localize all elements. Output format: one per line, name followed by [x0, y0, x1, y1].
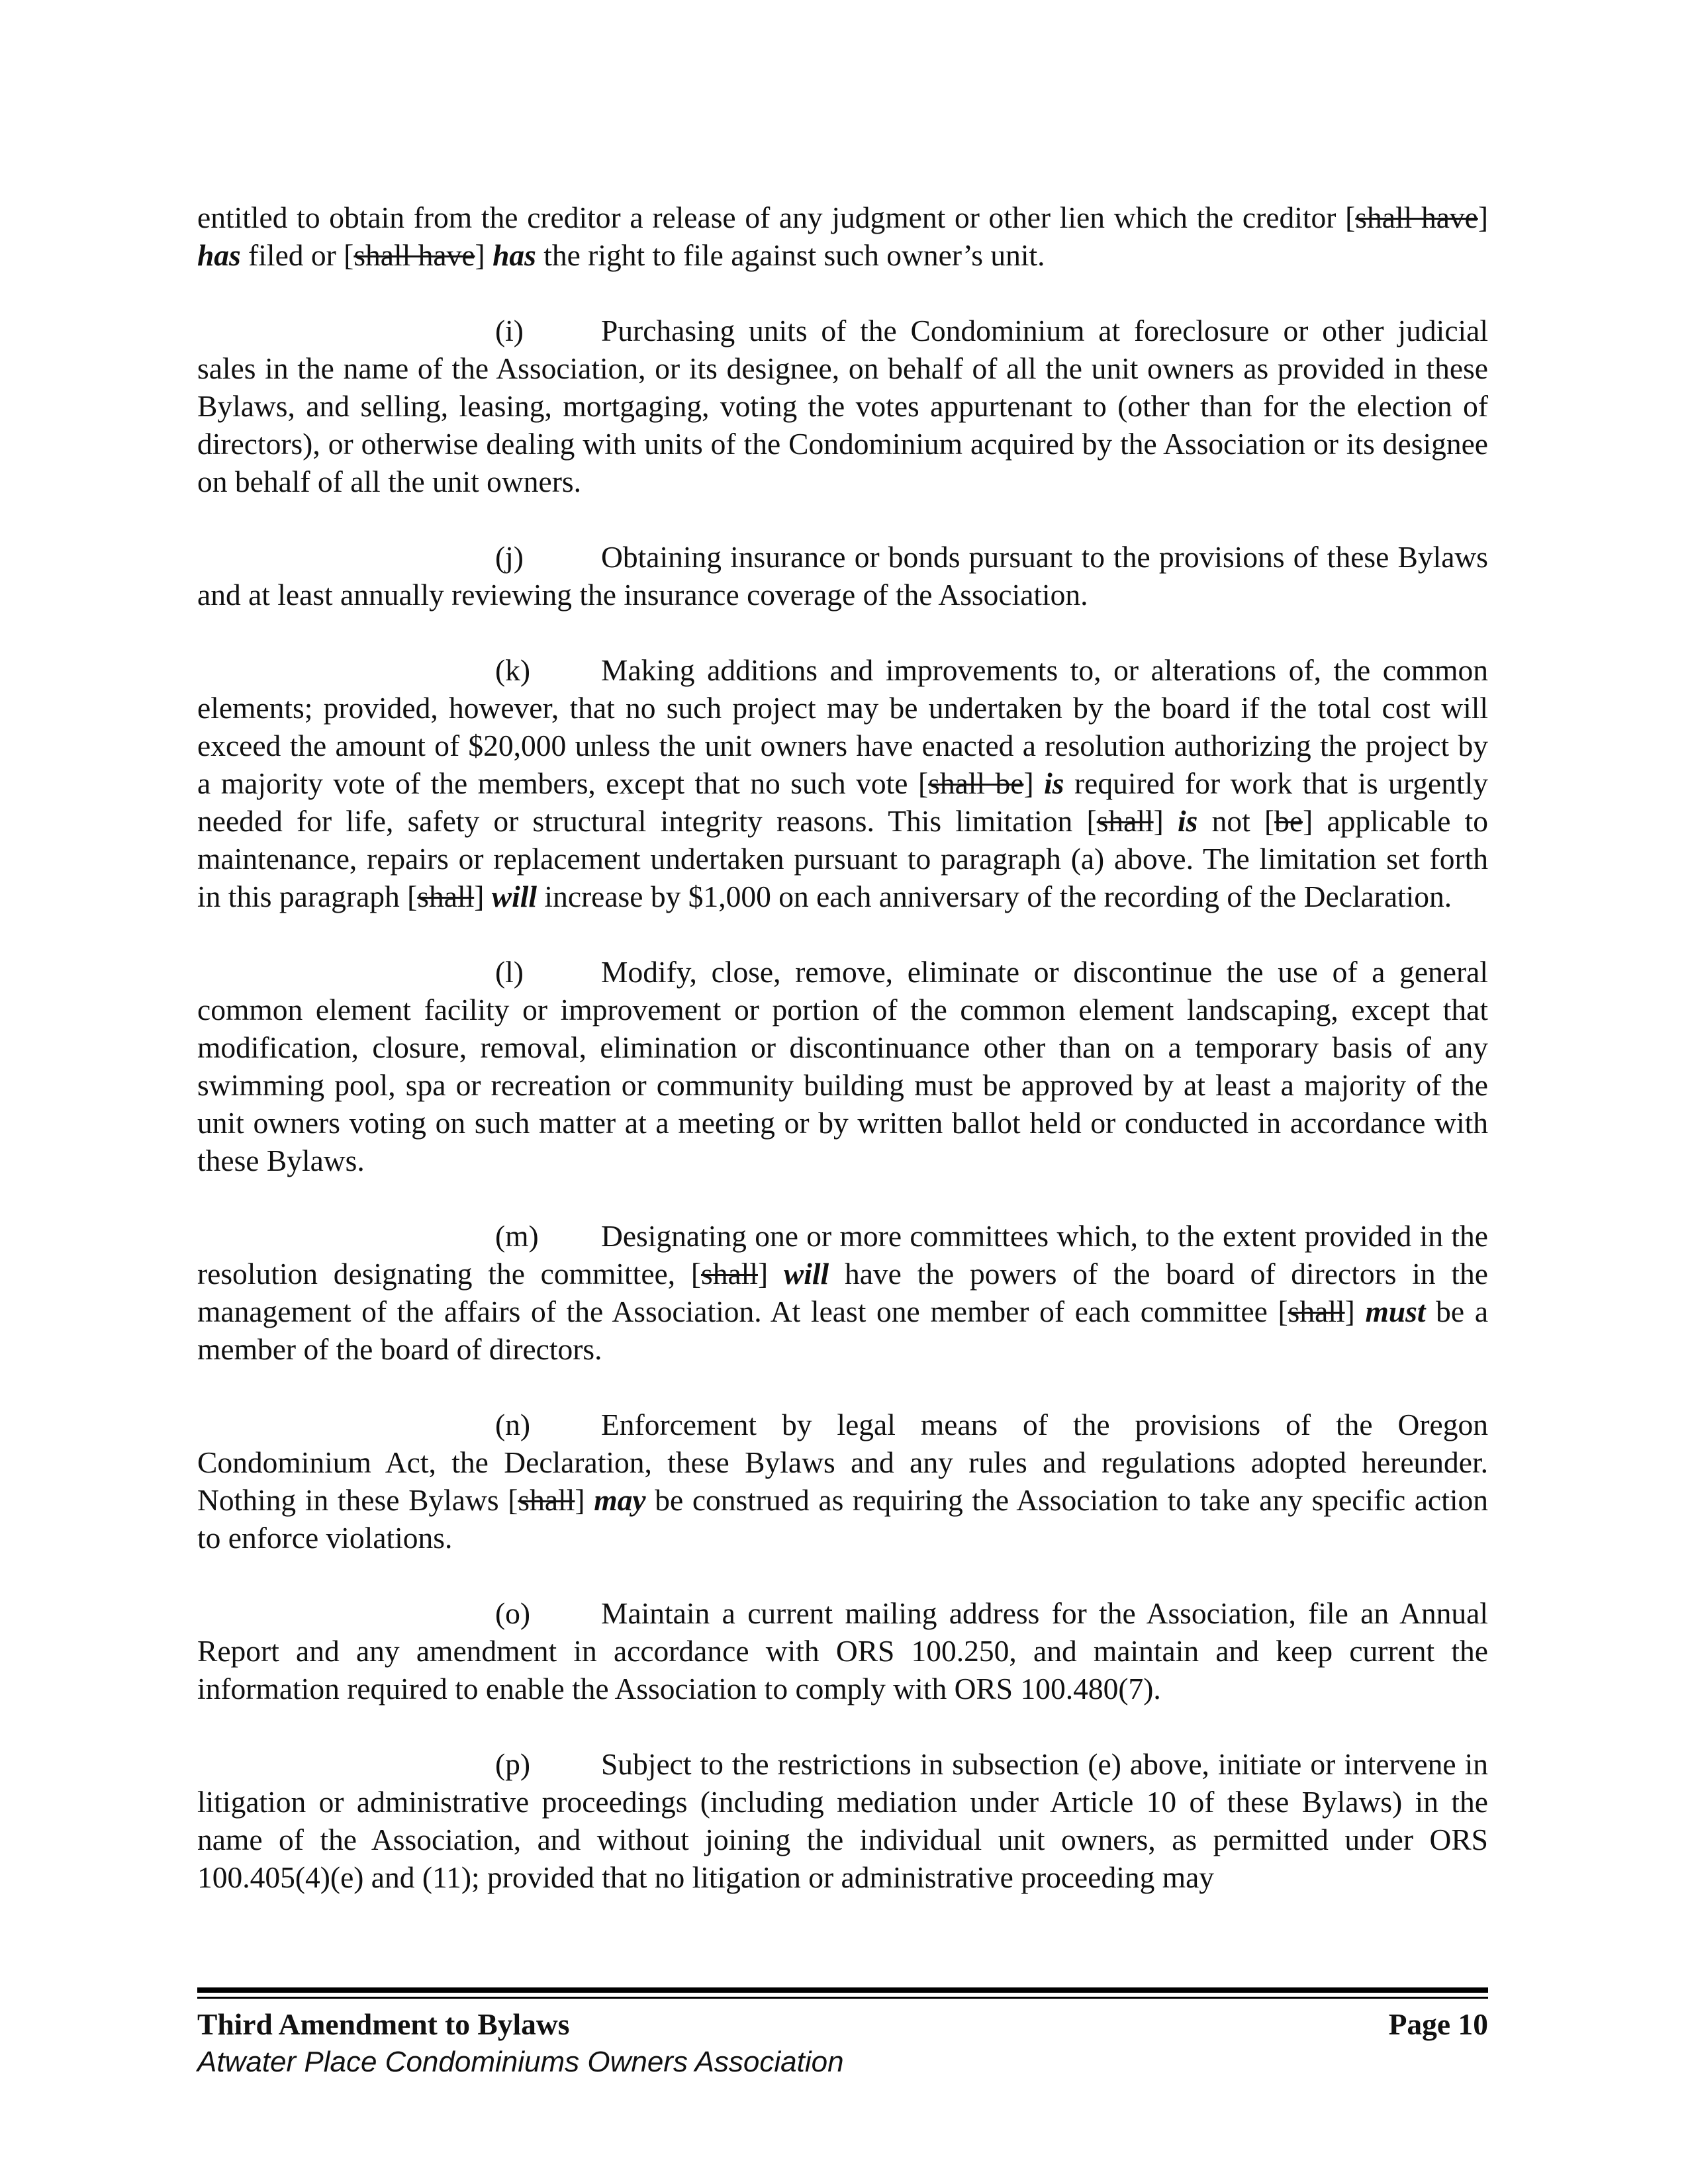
deleted-text: shall have: [1355, 201, 1478, 234]
text-run: entitled to obtain from the creditor a release of any judgment or other lien which the creditor [: [197, 201, 1356, 234]
paragraph-label: (l): [495, 955, 524, 989]
text-run: Obtaining insurance or bonds pursuant to the provisions of these Bylaws and at least annually reviewing the insurance coverage of the Association.: [197, 540, 1488, 612]
page-number: Page 10: [1388, 2007, 1488, 2041]
text-run: Purchasing units of the Condominium at foreclosure or other judicial sales in the name of the Association, or its designee, on behalf of all the unit owners as provided in these Bylaws, and selling, leasing, mortgaging, voting the votes appurtenant to (other than for the election of directors), or otherwise dealing with units of the Condominium acquired by the Association or its designee on behalf of all the unit owners.: [197, 314, 1488, 498]
text-run: ]: [1477, 201, 1488, 234]
text-run: ]: [475, 238, 493, 272]
inserted-text: is: [1044, 766, 1064, 800]
inserted-text: may: [594, 1483, 646, 1517]
paragraph-label: (p): [495, 1747, 531, 1781]
paragraph-label: (k): [495, 653, 531, 687]
text-run: Maintain a current mailing address for the Association, file an Annual Report and any amendment in accordance with ORS 100.250, and maintain and keep current the information required to enable the Association to comply with ORS 100.480(7).: [197, 1596, 1488, 1706]
inserted-text: has: [492, 238, 536, 272]
text-run: filed or [: [240, 238, 354, 272]
text-run: ] applicable to maintenance, repairs or replacement undertaken pursuant to paragraph (a) above. The limitation set forth in this paragraph [: [197, 804, 1489, 913]
paragraph-j: [197, 538, 1488, 614]
text-run: have the powers of the board of directors in the management of the affairs of the Association. At least one member of each committee [: [197, 1257, 1489, 1328]
paragraph-m: [197, 1217, 1488, 1368]
inserted-text: is: [1178, 804, 1198, 838]
text-run: be a member of the board of directors.: [197, 1295, 1489, 1366]
deleted-text: shall be: [928, 766, 1024, 800]
inserted-text: will: [783, 1257, 829, 1291]
paragraph-label: (i): [495, 314, 524, 347]
footer-subtitle: Atwater Place Condominiums Owners Association: [197, 2046, 844, 2078]
text-run: Modify, close, remove, eliminate or discontinue the use of a general common element facility or improvement or portion of the common element landscaping, except that modification, closure, removal, elimination or discontinuance other than on a temporary basis of any swimming pool, spa or recreation or community building must be approved by at least a majority of the unit owners voting on such matter at a meeting or by written ballot held or conducted in accordance with these Bylaws.: [197, 955, 1488, 1177]
text-run: Designating one or more committees which, to the extent provided in the resolution designating the committee, [: [197, 1219, 1488, 1291]
text-run: ]: [474, 880, 492, 913]
paragraph-label: (n): [495, 1408, 531, 1441]
document-body: [197, 199, 1488, 1934]
text-run: ]: [757, 1257, 784, 1291]
text-run: ]: [1023, 766, 1045, 800]
paragraph-label: (j): [495, 540, 524, 574]
paragraph-o: [197, 1594, 1488, 1707]
paragraph-k: [197, 651, 1488, 915]
paragraph-i: [197, 312, 1488, 500]
text-run: ]: [1153, 804, 1178, 838]
footer-title: Third Amendment to Bylaws: [197, 2007, 570, 2041]
paragraph-label: (o): [495, 1596, 531, 1630]
inserted-text: will: [491, 880, 538, 913]
text-run: increase by $1,000 on each anniversary of the recording of the Declaration.: [537, 880, 1452, 913]
text-run: be construed as requiring the Association to take any specific action to enforce violations.: [197, 1483, 1488, 1555]
paragraph-label: (m): [495, 1219, 539, 1253]
paragraph-l: [197, 953, 1488, 1179]
text-run: the right to file against such owner’s unit.: [536, 238, 1045, 272]
deleted-text: be: [1274, 804, 1303, 838]
inserted-text: has: [197, 238, 241, 272]
paragraph-n: [197, 1406, 1488, 1557]
text-run: required for work that is urgently needed for life, safety or structural integrity reasons. This limitation [: [197, 766, 1488, 838]
deleted-text: shall have: [353, 238, 475, 272]
deleted-text: shall: [518, 1483, 575, 1517]
inserted-text: must: [1365, 1295, 1426, 1328]
deleted-text: shall: [1096, 804, 1154, 838]
deleted-text: shall: [701, 1257, 758, 1291]
paragraph-p: [197, 1745, 1488, 1896]
footer-divider-thick: [197, 1987, 1488, 1993]
deleted-text: shall: [417, 880, 475, 913]
text-run: Making additions and improvements to, or alterations of, the common elements; provided, however, that no such project may be undertaken by the board if the total cost will exceed the amount of $20,000 unless the unit owners have enacted a resolution authorizing the project by a majority vote of the members, except that no such vote [: [197, 653, 1488, 800]
text-run: Subject to the restrictions in subsection (e) above, initiate or intervene in litigation or administrative proceedings (including mediation under Article 10 of these Bylaws) in the name of the Association, and without joining the individual unit owners, as permitted under ORS 100.405(4)(e) and (11); provided that no litigation or administrative proceeding may: [197, 1747, 1488, 1894]
footer-divider-thin: [197, 1997, 1488, 1999]
text-run: Enforcement by legal means of the provisions of the Oregon Condominium Act, the Declaration, these Bylaws and any rules and regulations adopted hereunder. Nothing in these Bylaws [: [197, 1408, 1488, 1517]
deleted-text: shall: [1288, 1295, 1345, 1328]
text-run: ]: [1344, 1295, 1366, 1328]
text-run: ]: [575, 1483, 594, 1517]
text-run: not [: [1197, 804, 1275, 838]
continuation-paragraph: [197, 199, 1488, 274]
